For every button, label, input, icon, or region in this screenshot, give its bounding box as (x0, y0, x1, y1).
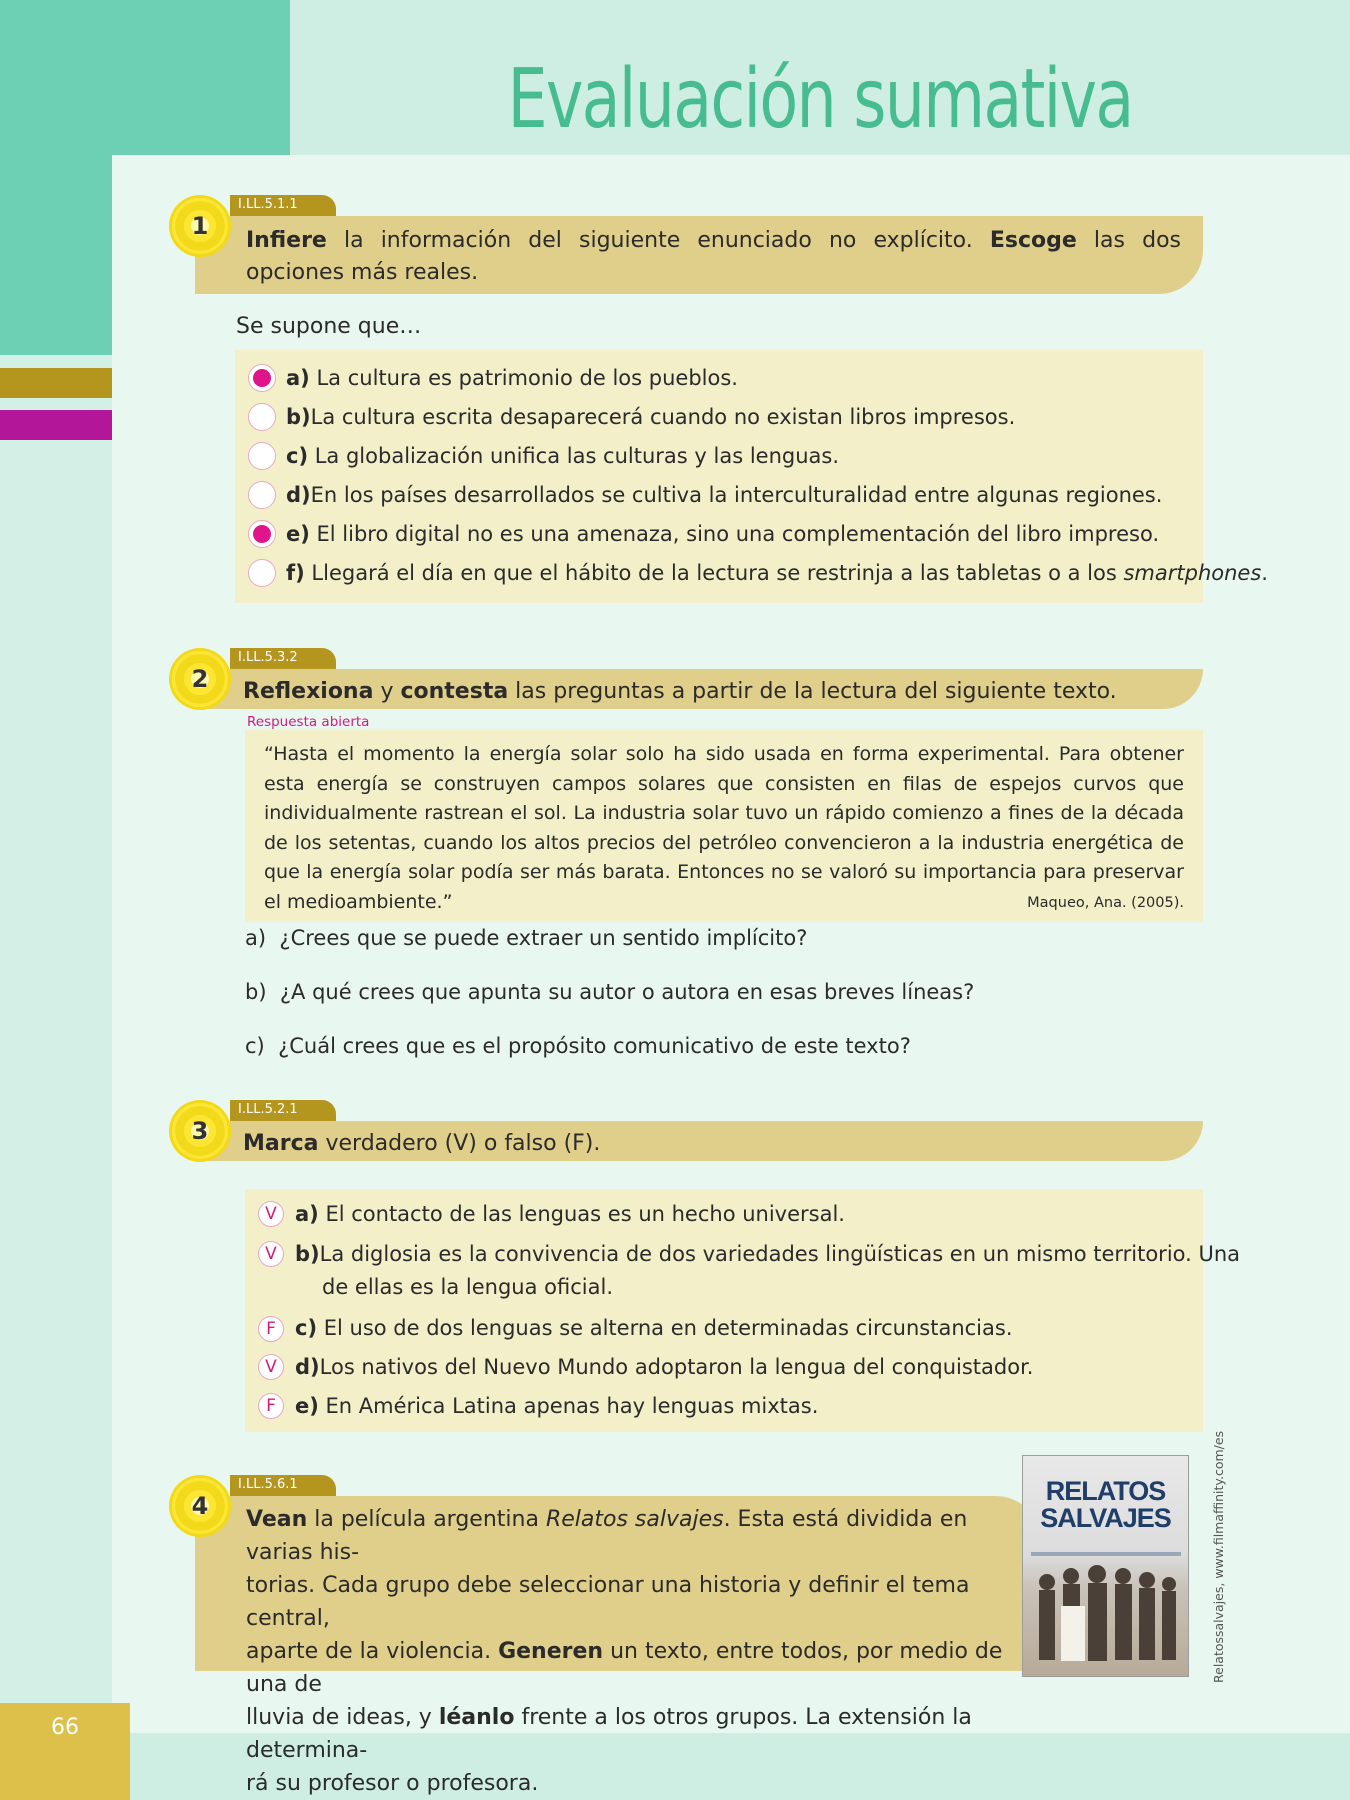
question-a: a) ¿Crees que se puede extraer un sentido implícito? (245, 926, 808, 950)
option-e: e) El libro digital no es una amenaza, sino una complementación del libro impreso. (286, 522, 1160, 546)
section-1-number: 1 (172, 198, 228, 254)
verb-contesta: contesta (400, 679, 509, 704)
section-4-line-3: aparte de la violencia. Generen un texto, entre todos, por medio de una de (246, 1639, 1003, 1697)
magenta-stripe (0, 410, 112, 440)
item-b: b)La diglosia es la convivencia de dos variedades lingüísticas en un mismo territorio. Una (295, 1242, 1241, 1266)
verb-vean: Vean (246, 1507, 308, 1532)
verb-escoge: Escoge (989, 228, 1077, 253)
option-b: b)La cultura escrita desaparecerá cuando no existan libros impresos. (286, 405, 1016, 429)
item-e: e) En América Latina apenas hay lenguas mixtas. (295, 1394, 819, 1418)
movie-poster (1022, 1455, 1189, 1677)
section-1-code: I.LL.5.1.1 (230, 195, 336, 217)
item-b-mark[interactable]: V (258, 1241, 284, 1267)
section-3-code: I.LL.5.2.1 (230, 1100, 336, 1122)
item-d: d)Los nativos del Nuevo Mundo adoptaron la lengua del conquistador. (295, 1355, 1034, 1379)
verb-marca: Marca (243, 1131, 319, 1156)
page-title: Evaluación sumativa (507, 52, 1133, 147)
item-a-mark[interactable]: V (258, 1201, 284, 1227)
open-answer-note: Respuesta abierta (247, 714, 370, 730)
section-4-code: I.LL.5.6.1 (230, 1475, 336, 1497)
option-f: f) Llegará el día en que el hábito de la lectura se restrinja a las tabletas o a los smartphones. (286, 561, 1268, 585)
option-c: c) La globalización unifica las culturas y las lenguas. (286, 444, 840, 468)
poster-cast-figures (1023, 1456, 1188, 1676)
question-b: b) ¿A qué crees que apunta su autor o autora en esas breves líneas? (245, 980, 975, 1004)
item-d-mark[interactable]: V (258, 1354, 284, 1380)
section-4-line-1: Vean la película argentina Relatos salvajes. Esta está dividida en varias his- (246, 1507, 968, 1565)
option-f-radio[interactable] (248, 559, 276, 587)
image-credit: Relatossalvajes, www.filmaffinity.com/es (1211, 1430, 1226, 1683)
section-2-code: I.LL.5.3.2 (230, 648, 336, 670)
verb-leanlo: léanlo (438, 1705, 515, 1730)
verb-infiere: Infiere (246, 228, 327, 253)
poster-title: RELATOS SALVAJES (1040, 1476, 1171, 1533)
option-d-radio[interactable] (248, 481, 276, 509)
film-title: Relatos salvajes (545, 1507, 724, 1532)
option-c-radio[interactable] (248, 442, 276, 470)
verb-reflexiona: Reflexiona (243, 679, 374, 704)
option-b-radio[interactable] (248, 403, 276, 431)
section-2-instruction: Reflexiona y contesta las preguntas a partir de la lectura del siguiente texto. (243, 679, 1117, 704)
section-4-number: 4 (172, 1478, 228, 1534)
section-4-line-2: torias. Cada grupo debe seleccionar una historia y definir el tema central, (246, 1573, 970, 1631)
option-d: d)En los países desarrollados se cultiva la interculturalidad entre algunas regiones. (286, 483, 1163, 507)
item-c-mark[interactable]: F (258, 1316, 284, 1342)
section-1-intro: Se supone que… (236, 314, 422, 339)
section-4-line-4: lluvia de ideas, y léanlo frente a los otros grupos. La extensión la determina- (246, 1705, 972, 1763)
section-3-instruction: Marca verdadero (V) o falso (F). (243, 1131, 601, 1156)
verb-generen: Generen (498, 1639, 604, 1664)
section-4-instruction (246, 1503, 1006, 1800)
section-3-number: 3 (172, 1103, 228, 1159)
quote-credit: Maqueo, Ana. (2005). (1027, 895, 1184, 911)
item-a: a) El contacto de las lenguas es un hecho universal. (295, 1202, 845, 1226)
question-c: c) ¿Cuál crees que es el propósito comunicativo de este texto? (245, 1034, 911, 1058)
section-2-number: 2 (172, 651, 228, 707)
option-e-radio[interactable] (248, 520, 276, 548)
section-1-instruction: Infiere la información del siguiente enunciado no explícito. Escoge las dos opciones más reales. (246, 228, 1181, 285)
item-c: c) El uso de dos lenguas se alterna en determinadas circunstancias. (295, 1316, 1013, 1340)
page-number: 66 (51, 1715, 79, 1740)
quote-text: “Hasta el momento la energía solar solo ha sido usada en forma experimental. Para obtener esta energía se construyen campos solares que consisten en filas de espejos curvos que individualmente rastrean el sol. La industria solar tuvo un rápido comienzo a fines de la década de los setentas, cuando los altos precios del petróleo convencieron a la industria energética de que la energía solar podía ser más barata. Entonces no se valoró su importancia para preservar el medioambiente.” (264, 743, 1184, 913)
item-e-mark[interactable]: F (258, 1393, 284, 1419)
section-4-line-5: rá su profesor o profesora. (246, 1771, 539, 1796)
option-a-radio[interactable] (248, 364, 276, 392)
option-a: a) La cultura es patrimonio de los pueblos. (286, 366, 738, 390)
item-b-continued: de ellas es la lengua oficial. (322, 1275, 613, 1299)
olive-stripe (0, 368, 112, 398)
